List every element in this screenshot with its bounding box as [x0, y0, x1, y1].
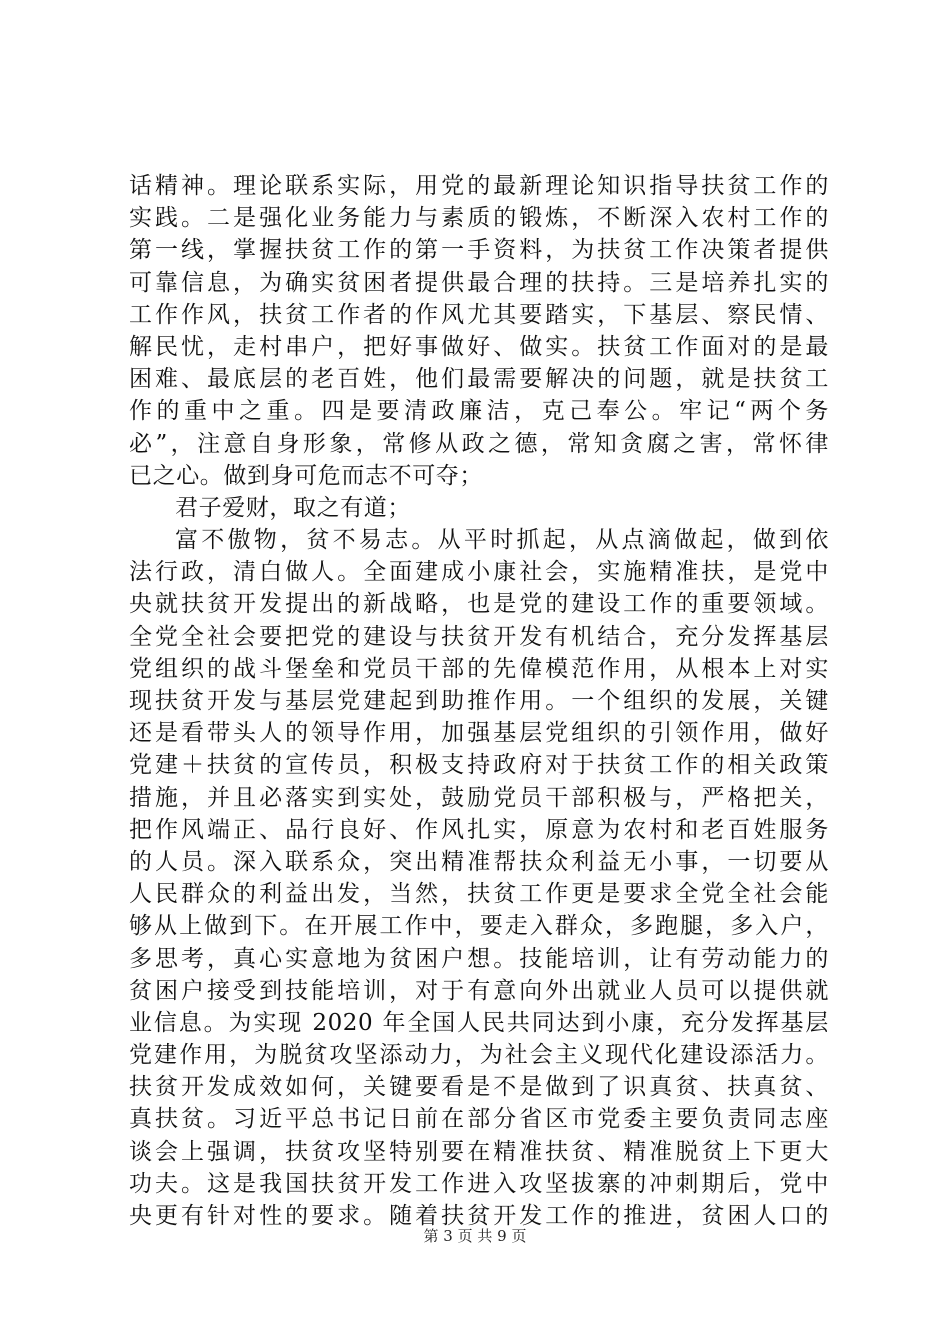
text-line: 可靠信息，为确实贫困者提供最合理的扶持。三是培养扎实的 [129, 269, 829, 296]
text-line: 贫困户接受到技能培训，对于有意向外出就业人员可以提供就 [129, 977, 829, 1004]
text-line: 人民群众的利益出发，当然，扶贫工作更是要求全党全社会能 [129, 881, 829, 908]
text-line: 实践。二是强化业务能力与素质的锻炼，不断深入农村工作的 [129, 205, 829, 232]
text-line: 把作风端正、品行良好、作风扎实，原意为农村和老百姓服务 [129, 816, 829, 843]
text-line: 谈会上强调，扶贫攻坚特别要在精准扶贫、精准脱贫上下更大 [129, 1138, 829, 1165]
text-line: 作的重中之重。四是要清政廉洁，克己奉公。牢记“两个务 [129, 398, 829, 425]
page-number-footer: 第 3 页 共 9 页 [423, 1227, 527, 1245]
text-line: 党组织的战斗堡垒和党员干部的先偉模范作用，从根本上对实 [129, 655, 829, 682]
text-line: 君子爱财，取之有道； [175, 494, 411, 521]
text-line: 多思考，真心实意地为贫困户想。技能培训，让有劳动能力的 [129, 945, 829, 972]
text-line: 功夫。这是我国扶贫开发工作进入攻坚拔寨的冲刺期后，党中 [129, 1170, 829, 1197]
text-line: 全党全社会要把党的建设与扶贫开发有机结合，充分发挥基层 [129, 623, 829, 650]
text-line: 富不傲物，贫不易志。从平时抓起，从点滴做起，做到依 [175, 527, 829, 554]
text-line: 工作作风，扶贫工作者的作风尤其要踏实，下基层、察民情、 [129, 301, 829, 328]
text-line: 措施，并且必落实到实处，鼓励党员干部积极与，严格把关， [129, 784, 829, 811]
body-text [129, 170, 829, 1232]
text-line: 困难、最底层的老百姓，他们最需要解决的问题，就是扶贫工 [129, 366, 829, 393]
text-line: 党建＋扶贫的宣传员，积极支持政府对于扶贫工作的相关政策 [129, 752, 829, 779]
text-line: 还是看带头人的领导作用，加强基层党组织的引领作用，做好 [129, 720, 829, 747]
text-line: 法行政，清白做人。全面建成小康社会，实施精准扶，是党中 [129, 559, 829, 586]
text-line: 的人员。深入联系众，突出精准帮扶众利益无小事，一切要从 [129, 848, 829, 875]
text-line: 真扶贫。习近平总书记日前在部分省区市党委主要负责同志座 [129, 1106, 829, 1133]
text-line: 已之心。做到身可危而志不可夺； [129, 462, 483, 489]
text-line: 解民忧，走村串户，把好事做好、做实。扶贫工作面对的是最 [129, 333, 829, 360]
text-line: 央更有针对性的要求。随着扶贫开发工作的推进，贫困人口的 [129, 1203, 829, 1229]
text-line: 第一线，掌握扶贫工作的第一手资料，为扶贫工作决策者提供 [129, 237, 829, 264]
text-line: 央就扶贫开发提出的新战略，也是党的建设工作的重要领域。 [129, 591, 829, 618]
text-line: 党建作用，为脱贫攻坚添动力，为社会主义现代化建设添活力。 [129, 1042, 829, 1069]
text-line: 现扶贫开发与基层党建起到助推作用。一个组织的发展，关键 [129, 688, 829, 714]
text-line: 够从上做到下。在开展工作中，要走入群众，多跑腿，多入户， [129, 913, 829, 940]
text-line: 扶贫开发成效如何，关键要看是不是做到了识真贫、扶真贫、 [129, 1074, 829, 1101]
text-line: 业信息。为实现 2020 年全国人民共同达到小康，充分发挥基层 [129, 1009, 829, 1036]
text-line: 必”，注意自身形象，常修从政之德，常知贪腐之害，常怀律 [129, 430, 829, 457]
text-line: 话精神。理论联系实际，用党的最新理论知识指导扶贫工作的 [129, 173, 829, 199]
